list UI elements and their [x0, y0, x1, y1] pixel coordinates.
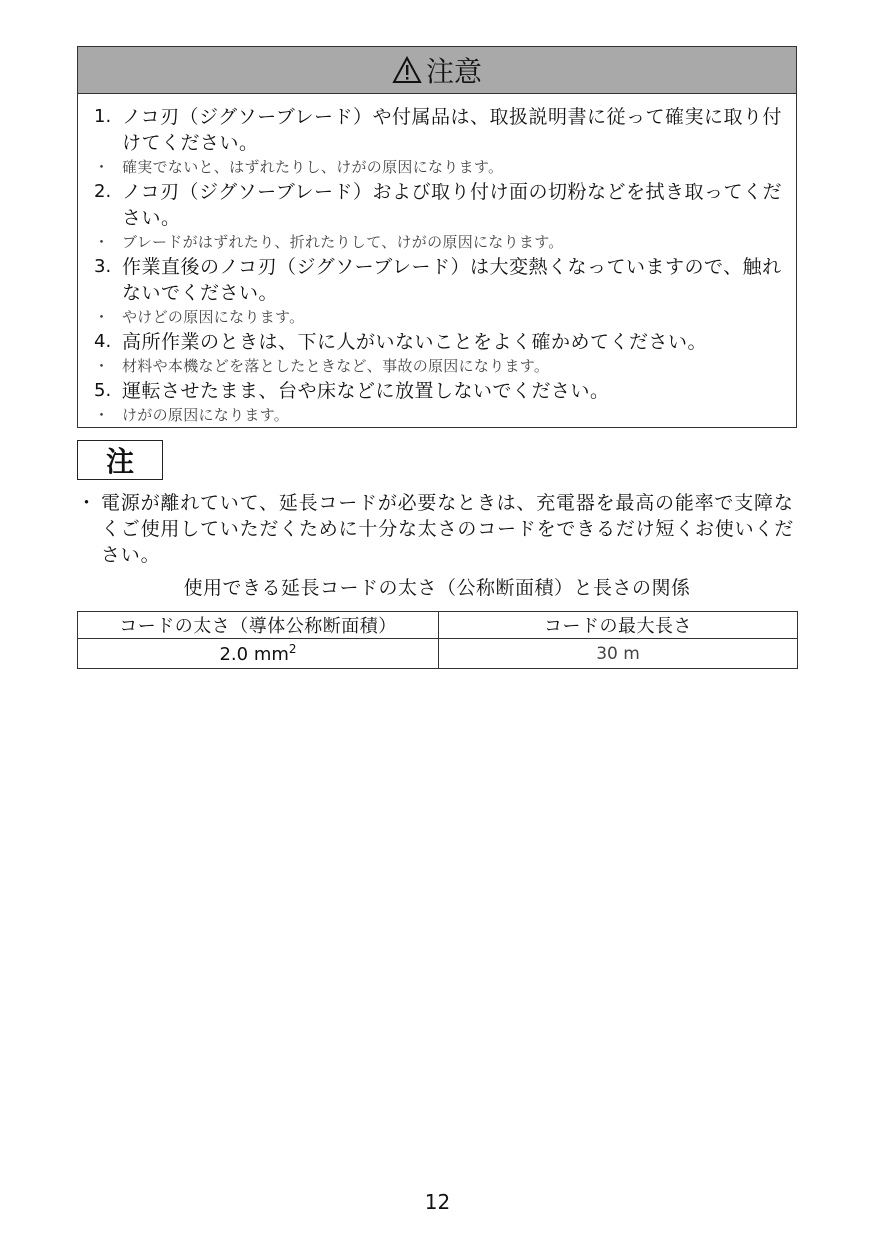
caution-note-3: [78, 306, 796, 328]
note-text: けがの原因になります。: [122, 406, 290, 424]
item-text: ノコ刃（ジグソーブレード）および取り付け面の切粉などを拭き取ってください。: [122, 181, 782, 229]
table-header-row: [78, 612, 798, 639]
bullet: ・: [94, 406, 110, 424]
cell-max-length: 30 m: [439, 639, 798, 669]
warning-triangle-icon: [392, 56, 422, 84]
item-number: 3.: [94, 256, 112, 277]
note-paragraph: [77, 490, 797, 568]
caution-note-2: [78, 231, 796, 253]
table-row: [78, 639, 798, 669]
caution-item-3: [78, 254, 796, 306]
table-title: 使用できる延長コードの太さ（公称断面積）と長さの関係: [183, 577, 691, 599]
note-label-box: [77, 440, 163, 480]
bullet: ・: [94, 158, 110, 176]
bullet: ・: [94, 308, 110, 326]
caution-header: [78, 47, 796, 94]
header-cord-size: コードの太さ（導体公称断面積）: [78, 612, 439, 639]
caution-item-4: [78, 329, 796, 355]
bullet: ・: [77, 492, 97, 514]
page-number: 12: [424, 1190, 451, 1214]
size-unit-exponent: 2: [288, 642, 297, 656]
note-text: 材料や本機などを落としたときなど、事故の原因になります。: [122, 357, 550, 375]
caution-note-1: [78, 156, 796, 178]
item-number: 5.: [94, 380, 112, 401]
note-text: ブレードがはずれたり、折れたりして、けがの原因になります。: [122, 233, 564, 251]
note-label: 注: [105, 445, 134, 478]
caution-list: [78, 94, 796, 426]
caution-title: 注意: [425, 55, 482, 88]
header-max-length: コードの最大長さ: [439, 612, 798, 639]
item-text: ノコ刃（ジグソーブレード）や付属品は、取扱説明書に従って確実に取り付けてください。: [122, 106, 782, 154]
note-text: 電源が離れていて、延長コードが必要なときは、充電器を最高の能率で支障なくご使用していただくために十分な太さのコードをできるだけ短くお使いください。: [101, 492, 795, 566]
caution-item-2: [78, 179, 796, 231]
item-number: 4.: [94, 331, 112, 352]
caution-note-4: [78, 355, 796, 377]
item-text: 運転させたまま、台や床などに放置しないでください。: [122, 380, 610, 402]
item-number: 2.: [94, 181, 112, 202]
caution-item-1: [78, 104, 796, 156]
size-value: 2.0 mm: [219, 644, 289, 665]
bullet: ・: [94, 233, 110, 251]
cord-table: [77, 611, 798, 669]
note-text: やけどの原因になります。: [122, 308, 305, 326]
caution-box: [77, 46, 797, 428]
item-text: 作業直後のノコ刃（ジグソーブレード）は大変熱くなっていますので、触れないでください。: [122, 256, 782, 304]
item-text: 高所作業のときは、下に人がいないことをよく確かめてください。: [122, 331, 708, 353]
cell-cord-size: [78, 639, 439, 669]
note-text: 確実でないと、はずれたりし、けがの原因になります。: [122, 158, 504, 176]
item-number: 1.: [94, 106, 112, 127]
caution-note-5: [78, 404, 796, 426]
bullet: ・: [94, 357, 110, 375]
caution-item-5: [78, 378, 796, 404]
